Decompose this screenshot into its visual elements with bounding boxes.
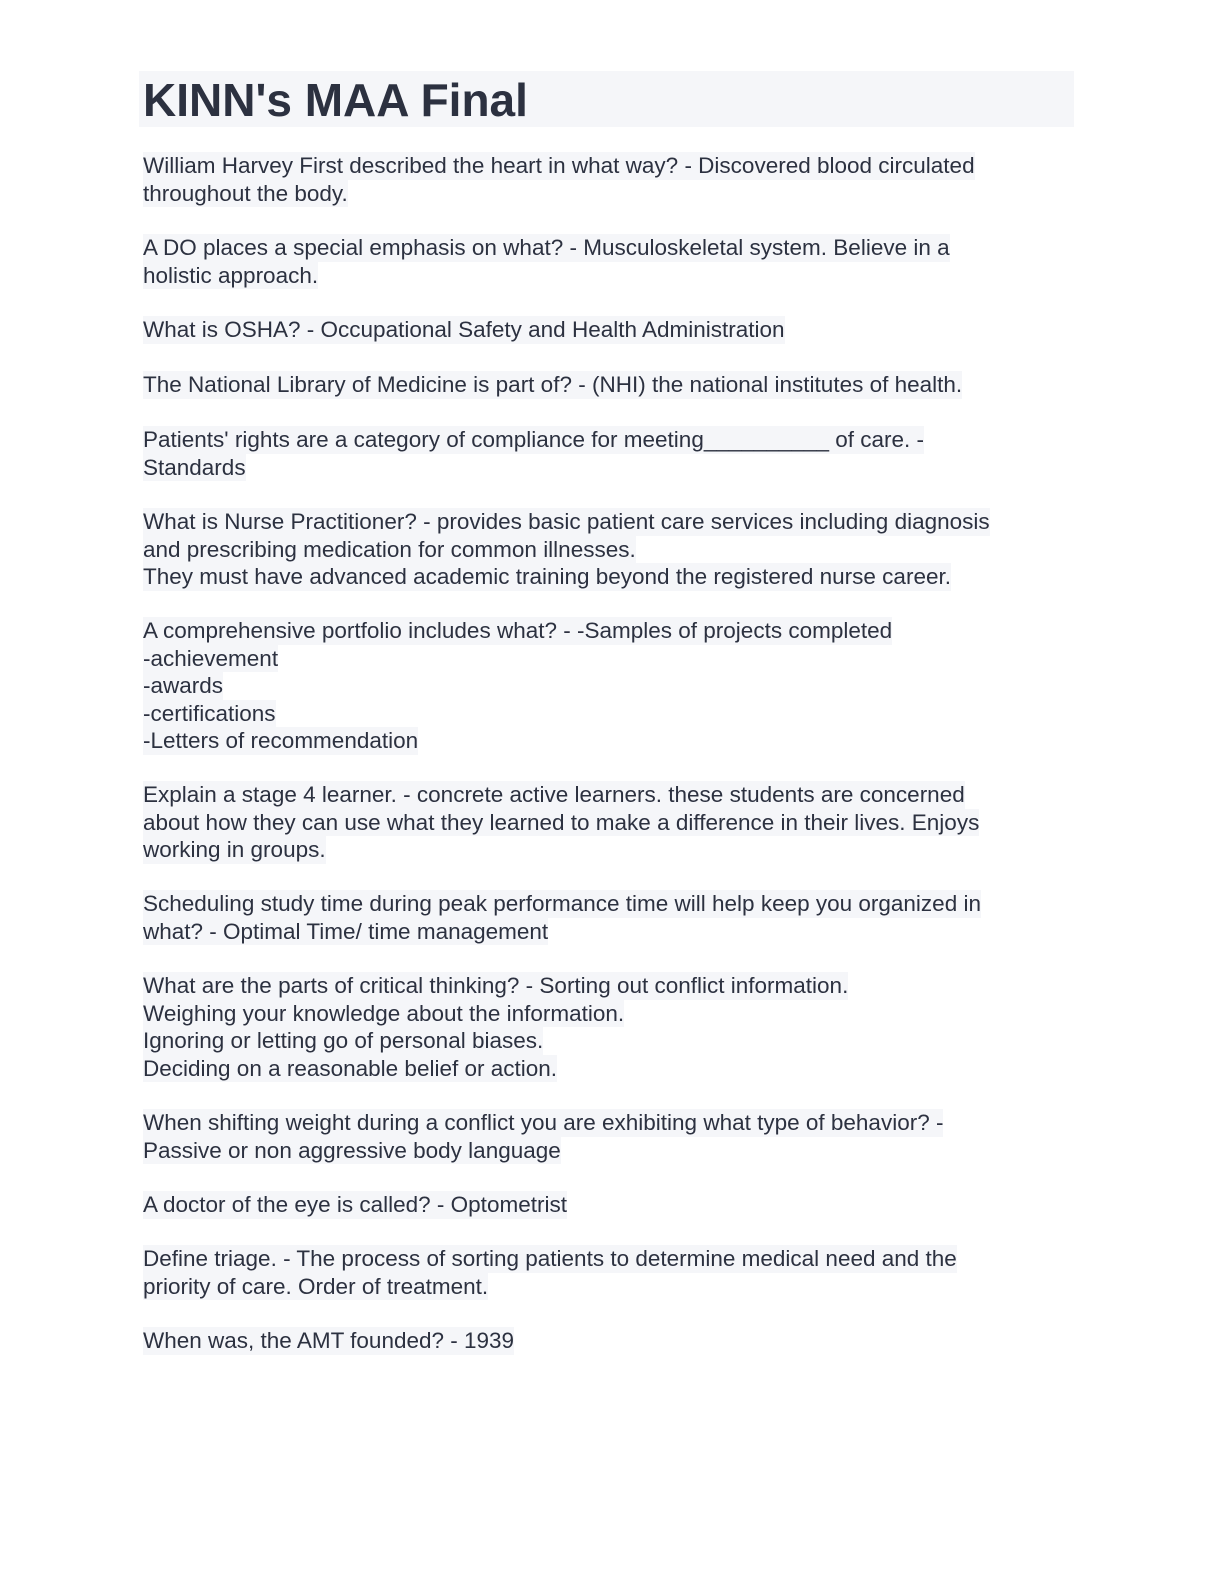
qa-item (143, 617, 892, 755)
qa-line: priority of care. Order of treatment. (143, 1273, 489, 1299)
qa-line: What is Nurse Practitioner? - provides basic patient care services including diagnosis (143, 509, 990, 534)
qa-line: What are the parts of critical thinking? - Sorting out conflict information. (143, 973, 849, 998)
qa-line: Weighing your knowledge about the information. (143, 1000, 625, 1026)
qa-line: about how they can use what they learned to make a difference in their lives. Enjoys (143, 809, 980, 835)
qa-line: Patients' rights are a category of compliance for meeting__________ of care. - (143, 427, 924, 452)
qa-item (143, 1245, 957, 1300)
qa-line: -Letters of recommendation (143, 728, 419, 753)
qa-item (143, 371, 962, 399)
qa-line: and prescribing medication for common illnesses. (143, 536, 636, 562)
qa-line: Explain a stage 4 learner. - concrete active learners. these students are concerned (143, 782, 965, 807)
qa-line: Passive or non aggressive body language (143, 1137, 561, 1163)
qa-line: holistic approach. (143, 262, 319, 288)
qa-line: Deciding on a reasonable belief or action. (143, 1055, 558, 1081)
qa-line: When shifting weight during a conflict you are exhibiting what type of behavior? - (143, 1110, 944, 1135)
qa-line: -achievement (143, 645, 279, 671)
qa-item (143, 316, 785, 344)
qa-item (143, 152, 975, 207)
qa-line: throughout the body. (143, 180, 348, 206)
qa-line: A comprehensive portfolio includes what? - -Samples of projects completed (143, 618, 893, 643)
qa-line: They must have advanced academic training beyond the registered nurse career. (143, 564, 951, 589)
qa-line: What is OSHA? - Occupational Safety and Health Administration (143, 317, 785, 342)
document-title: KINN's MAA Final (143, 74, 528, 126)
qa-line: Scheduling study time during peak performance time will help keep you organized in (143, 891, 981, 916)
qa-line: -certifications (143, 700, 276, 726)
qa-line: The National Library of Medicine is part of? - (NHI) the national institutes of health. (143, 372, 963, 397)
qa-line: William Harvey First described the heart in what way? - Discovered blood circulated (143, 153, 975, 178)
qa-line: what? - Optimal Time/ time management (143, 918, 549, 944)
qa-line: working in groups. (143, 837, 326, 862)
qa-item (143, 1109, 943, 1164)
qa-item (143, 234, 950, 289)
qa-item (143, 781, 979, 864)
qa-line: Ignoring or letting go of personal biases. (143, 1028, 544, 1053)
qa-item (143, 972, 848, 1082)
qa-line: Define triage. - The process of sorting patients to determine medical need and the (143, 1246, 957, 1271)
qa-line: A DO places a special emphasis on what? - Musculoskeletal system. Believe in a (143, 235, 950, 260)
qa-line: -awards (143, 673, 224, 698)
qa-line: Standards (143, 454, 246, 480)
qa-line: A doctor of the eye is called? - Optometrist (143, 1192, 567, 1217)
qa-line: When was, the AMT founded? - 1939 (143, 1328, 515, 1353)
qa-item (143, 890, 981, 945)
qa-item (143, 508, 990, 591)
qa-item (143, 1191, 567, 1219)
qa-item (143, 1327, 514, 1355)
qa-item (143, 426, 924, 481)
